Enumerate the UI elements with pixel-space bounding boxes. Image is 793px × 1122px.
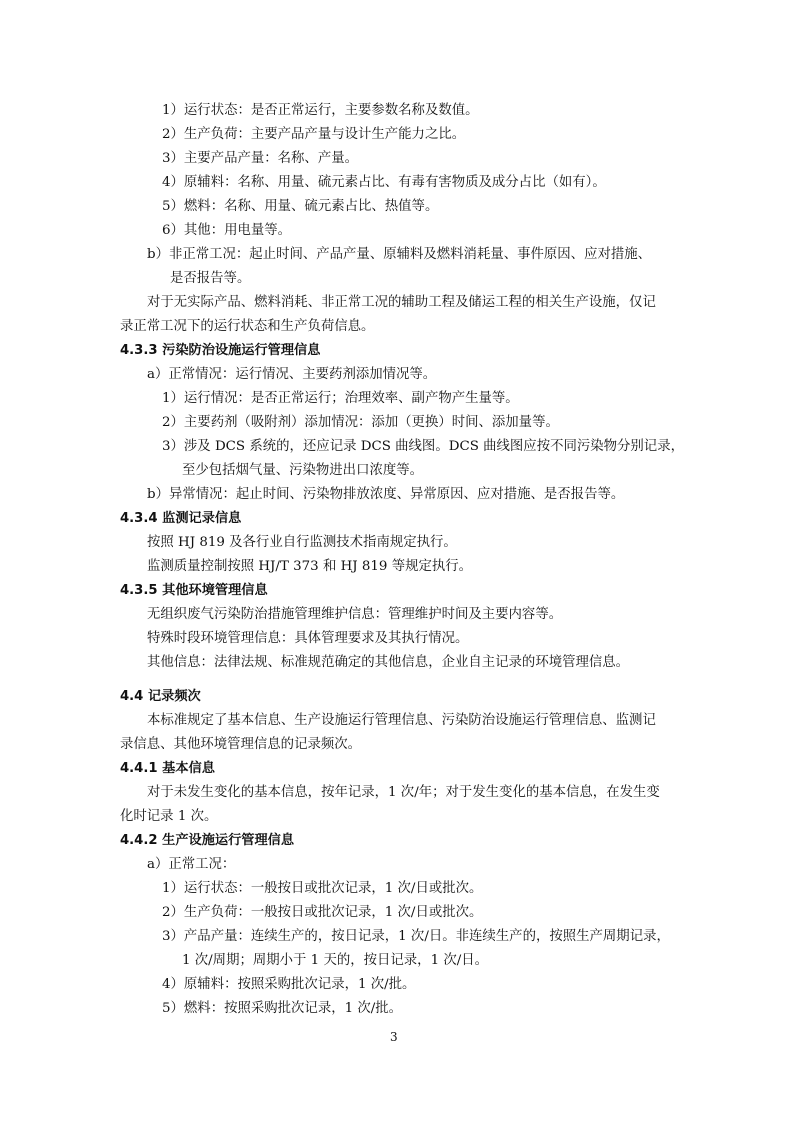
paragraph: 本标准规定了基本信息、生产设施运行管理信息、污染防治设施运行管理信息、监测记 — [147, 713, 656, 728]
list-item: 3）主要产品产量：名称、产量。 — [162, 151, 358, 166]
paragraph-continuation: 录信息、其他环境管理信息的记录频次。 — [120, 737, 362, 752]
section-heading: 4.3.3 污染防治设施运行管理信息 — [120, 343, 321, 358]
list-item: 3）产品产量：连续生产的，按日记录，1 次/日。非连续生产的，按照生产周期记录， — [162, 929, 670, 944]
list-item: 5）燃料：按照采购批次记录，1 次/批。 — [162, 1001, 403, 1016]
list-item: b）异常情况：起止时间、污染物排放浓度、异常原因、应对措施、是否报告等。 — [147, 487, 625, 502]
paragraph: 按照 HJ 819 及各行业自行监测技术指南规定执行。 — [147, 535, 457, 550]
list-item: 5）燃料：名称、用量、硫元素占比、热值等。 — [162, 199, 439, 214]
list-item-continuation: 1 次/周期；周期小于 1 天的，按日记录，1 次/日。 — [182, 953, 489, 968]
section-heading: 4.3.5 其他环境管理信息 — [120, 583, 268, 598]
list-item-continuation: 至少包括烟气量、污染物进出口浓度等。 — [182, 463, 424, 478]
paragraph: 对于未发生变化的基本信息，按年记录，1 次/年；对于发生变化的基本信息，在发生变 — [147, 785, 660, 800]
list-item-continuation: 是否报告等。 — [170, 271, 251, 286]
paragraph-continuation: 化时记录 1 次。 — [120, 809, 218, 824]
list-item: 4）原辅料：名称、用量、硫元素占比、有毒有害物质及成分占比（如有）。 — [162, 175, 606, 190]
list-item: 6）其他：用电量等。 — [162, 223, 292, 238]
section-heading: 4.4.2 生产设施运行管理信息 — [120, 833, 295, 848]
list-item: 1）运行情况：是否正常运行；治理效率、副产物产生量等。 — [162, 391, 519, 406]
list-item: a）正常工况： — [147, 857, 236, 872]
list-item: 2）生产负荷：一般按日或批次记录，1 次/日或批次。 — [162, 905, 483, 920]
list-item: 2）生产负荷：主要产品产量与设计生产能力之比。 — [162, 127, 466, 142]
paragraph: 对于无实际产品、燃料消耗、非正常工况的辅助工程及储运工程的相关生产设施，仅记 — [147, 295, 656, 310]
paragraph-continuation: 录正常工况下的运行状态和生产负荷信息。 — [120, 319, 375, 334]
page-number: 3 — [390, 1030, 398, 1044]
list-item: 2）主要药剂（吸附剂）添加情况：添加（更换）时间、添加量等。 — [162, 415, 559, 430]
list-item: 4）原辅料：按照采购批次记录，1 次/批。 — [162, 977, 416, 992]
paragraph: 其他信息：法律法规、标准规范确定的其他信息，企业自主记录的环境管理信息。 — [147, 655, 630, 670]
section-heading: 4.4 记录频次 — [120, 689, 201, 704]
section-heading: 4.4.1 基本信息 — [120, 761, 215, 776]
paragraph: 特殊时段环境管理信息：具体管理要求及其执行情况。 — [147, 631, 469, 646]
paragraph: 监测质量控制按照 HJ/T 373 和 HJ 819 等规定执行。 — [147, 559, 473, 574]
list-item: a）正常情况：运行情况、主要药剂添加情况等。 — [147, 367, 437, 382]
list-item: b）非正常工况：起止时间、产品产量、原辅料及燃料消耗量、事件原因、应对措施、 — [147, 247, 652, 262]
list-item: 1）运行状态：一般按日或批次记录，1 次/日或批次。 — [162, 881, 483, 896]
section-heading: 4.3.4 监测记录信息 — [120, 511, 242, 526]
paragraph: 无组织废气污染防治措施管理维护信息：管理维护时间及主要内容等。 — [147, 607, 563, 622]
list-item: 1）运行状态：是否正常运行，主要参数名称及数值。 — [162, 103, 479, 118]
list-item: 3）涉及 DCS 系统的，还应记录 DCS 曲线图。DCS 曲线图应按不同污染物分别记录， — [162, 439, 684, 454]
